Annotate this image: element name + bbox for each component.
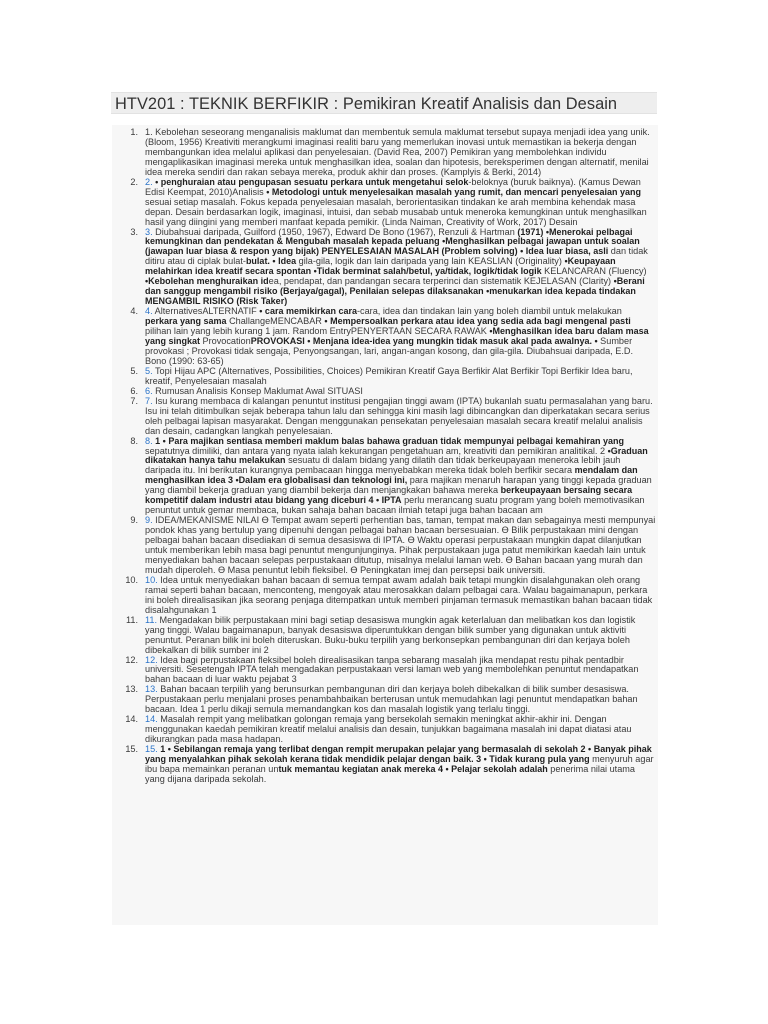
list-item-text: Idea untuk menyediakan bahan bacaan di semua tempat awam adalah baik tetapi mungkin disalahgunakan oleh orang ramai seperti bahan bacaan, menconteng, mengoyak atau merosakkan dalam pelbagai cara. Walau bagaimanapun, perkara ini boleh direalisasikan jika seorang penjaga ditempatkan untuk memberi pinjaman termasuk memastikan bahan bacaan tidak disalahgunakan 1 <box>145 574 653 615</box>
list-item-text: 1 • Para majikan sentiasa memberi maklum balas bahawa graduan tidak mempunyai pelbagai kemahiran yang <box>155 435 624 446</box>
slide-link[interactable]: 4. <box>145 306 155 317</box>
slide-link[interactable]: 2. <box>145 176 156 187</box>
list-item-text: gila-gila, logik dan lain daripada yang lain KEASLIAN (Originality) <box>296 256 565 267</box>
slide-link[interactable]: 9. <box>145 515 156 526</box>
slide-link[interactable]: 12. <box>145 654 161 665</box>
list-item <box>112 516 658 576</box>
slide-link[interactable]: 7. <box>145 395 156 406</box>
slide-link[interactable]: 11. <box>145 614 160 625</box>
list-item-text: •Graduan dikatakan hanya tahu melakukan <box>145 445 648 466</box>
slide-link[interactable]: 5. <box>145 365 155 376</box>
list-item-number: 7. <box>130 395 138 406</box>
slide-link[interactable]: 10. <box>145 574 161 585</box>
list-item <box>112 656 658 686</box>
document-content <box>112 125 658 925</box>
list-item <box>112 397 658 437</box>
list-item-text: sesuai setiap masalah. Fokus kepada penyelesaian masalah, berorientasikan tindakan ke arah membina kehendak masa depan. Desain berdasarkan logik, imaginasi, intuisi, dan sebab musabab untuk meneroka kemungkinan untuk menghasilkan hasil yang diingini yang memberi manfaat kepada pemikir. (Linda Naiman, Creativity of Work, 2017) Desain <box>145 196 647 227</box>
list-item-text: • cara memikirkan cara <box>259 306 357 317</box>
list-item-number: 2. <box>130 176 138 187</box>
list-item-text: Sumber provokasi ; Provokasi tidak sengaja, Penyongsangan, lari, angan-angan kosong, dan gila-gila. Diubahsuai daripada, E.D. Bono (1990: 63-65) <box>145 336 633 366</box>
list-item-text: ChallangeMENCABAR <box>229 316 325 327</box>
list-item-text: dan tidak ditiru atau di ciplak bulat- <box>145 246 648 267</box>
slide-link[interactable]: 3. <box>145 226 156 237</box>
slide-link[interactable]: 13. <box>145 684 161 695</box>
list-item-text: Provocation <box>202 336 251 347</box>
list-item-text: • Metodologi untuk menyelesaikan masalah yang rumit, dan mencari penyelesaian yang <box>266 186 641 197</box>
list-item-text: 1. Kebolehan seseorang menganalisis maklumat dan membentuk semula maklumat tersebut supaya menjadi idea yang unik. (Bloom, 1956) Kreativiti merangkumi imaginasi realiti baru yang memerlukan inovasi untuk memastikan ia bekerja dengan membangunkan idea melalui aplikasi dan penyelesaian. (David Rea, 2007) Pemikiran yang membolehkan individu mengaplikasikan imaginasi mereka untuk menghasilkan idea, soalan dan hipotesis, bereksperimen dengan alternatif, menilai idea mereka sendiri dan rakan sebaya mereka, produk akhir dan proses. (Kamplyis & Berki, 2014) <box>145 127 650 177</box>
list-item <box>112 437 658 517</box>
list-item-text: Bahan bacaan terpilih yang berunsurkan pembangunan diri dan kerjaya boleh dibekalkan di bilik sumber desasiswa. Perpustakaan perlu menjalani proses penambahbaikan berterusan untuk memudahkan lagi penuntut mendapatkan bahan bacaan. Idea 1 perlu dikaji semula memandangkan kos dan masalah logistik yang terlalu tinggi. <box>145 684 638 715</box>
list-item-number: 3. <box>130 226 138 237</box>
list-item <box>112 616 658 656</box>
list-item-text: Mengadakan bilik perpustakaan mini bagi setiap desasiswa mungkin agak keterlaluan dan melibatkan kos dan logistik yang tinggi. Walau bagaimanapun, banyak desasiswa diperuntukkan dengan bilik sumber yang digunakan untuk aktiviti penuntut. Peranan bilik ini boleh diteruskan. Buku-buku terpilih yang berkonsepkan pembangunan diri dan kerjaya boleh dibekalkan di bilik sumber ini 2 <box>145 614 636 655</box>
list-item-text: Masalah rempit yang melibatkan golongan remaja yang bersekolah semakin meningkat akhir-akhir ini. Dengan menggunakan kaedah pemikiran kreatif melalui analisis dan desain, tunjukkan bagaimana masalah ini dapat diatasi atau dikurangkan pada masa hadapan. <box>145 714 632 745</box>
list-item-text: sesuatu di dalam bidang yang dilatih dan tidak berkeupayaan meneroka lebih jauh daripada itu. Ini berikutan kurangnya pembacaan hingga menyebabkan mereka tidak boleh berfikir secara <box>145 455 621 476</box>
list-item-text: -beloknya (buruk baiknya). (Kamus Dewan Edisi Keempat, 2010)Analisis <box>145 176 641 197</box>
list-item-text: PROVOKASI • Menjana idea-idea yang mungkin tidak masuk akal pada awalnya. • <box>250 336 598 347</box>
list-item-number: 4. <box>130 306 138 317</box>
list-item-text: Topi Hijau APC (Alternatives, Possibilities, Choices) Pemikiran Kreatif Gaya Berfikir Alat Berfikir Topi Berfikir Idea baru, kreatif, Penyelesaian masalah <box>145 365 633 386</box>
list-item-text: Diubahsuai daripada, Guilford (1950, 1967), Edward De Bono (1967), Renzuli & Hartman <box>155 226 518 237</box>
list-item-number: 10. <box>125 574 138 585</box>
list-item-number: 14. <box>125 714 138 725</box>
list-item <box>112 178 658 228</box>
list-item <box>112 307 658 367</box>
slide-link[interactable]: 15. <box>145 744 161 755</box>
list-item-text: •Keupayaan melahirkan idea kreatif secara spontan •Tidak berminat salah/betul, ya/tidak, logik/tidak logik <box>145 256 616 277</box>
list-item-number: 13. <box>125 684 138 695</box>
slide-link[interactable]: 6. <box>145 385 156 396</box>
list-item <box>112 228 658 308</box>
list-item-number: 5. <box>130 365 138 376</box>
list-item-number: 1. <box>130 127 138 137</box>
list-item-text: •Menghasilkan idea baru dalam masa yang singkat <box>145 326 649 347</box>
list-item-number: 15. <box>125 744 138 755</box>
list-item-number: 9. <box>130 515 138 526</box>
list-item-number: 6. <box>130 385 138 396</box>
list-item <box>112 128 658 178</box>
numbered-list <box>112 125 658 785</box>
list-item-text: tuk memantau kegiatan anak mereka 4 • Pelajar sekolah adalah <box>278 764 548 774</box>
slide-link[interactable]: 14. <box>145 714 161 725</box>
list-item-text: •Berani dan sanggup mengambil risiko (Berjaya/gagal), Penilaian selepas dilaksanakan •menukarkan idea kepada tindakan MENGAMBIL RISIKO (Risk Taker) <box>145 276 645 307</box>
list-item <box>112 715 658 745</box>
list-item-text: pilihan lain yang lebih kurang 1 jam. Random EntryPENYERTAAN SECARA RAWAK <box>145 326 490 337</box>
list-item-text: ea, pendapat, dan pandangan secara terperinci dan sistematik KEJELASAN (Clarity) <box>268 276 614 287</box>
list-item-text: 1 • Sebilangan remaja yang terlibat dengan rempit merupakan pelajar yang bermasalah di sekolah 2 • Banyak pihak yang menyalahkan pihak sekolah kerana tidak mendidik pelajar dengan baik. 3 • Tidak kurang pula yang <box>145 744 652 765</box>
list-item-text: Rumusan Analisis Konsep Maklumat Awal SITUASI <box>155 385 363 396</box>
list-item-text: Idea bagi perpustakaan fleksibel boleh direalisasikan tanpa sebarang masalah jika mendapat restu pihak pentadbir universiti. Sesetengah IPTA telah mengadakan perpustakaan versi laman web yang membolehkan penuntut mendapatkan bahan bacaan di luar waktu pejabat 3 <box>145 654 639 685</box>
list-item-text: perkara yang sama <box>145 316 230 327</box>
list-item <box>112 367 658 387</box>
list-item <box>112 745 658 785</box>
list-item-text: perlu merancang suatu program yang boleh memotivasikan penuntut untuk gemar membaca, bukan sahaja bahan bacaan ilmiah tetapi juga bahan bacaan am <box>145 495 645 516</box>
list-item-text: •Kebolehan menghuraikan id <box>145 276 269 287</box>
list-item-text: AlternativesALTERNATIF <box>154 306 260 317</box>
list-item <box>112 685 658 715</box>
list-item-number: 8. <box>130 435 138 446</box>
list-item-text: • penghuraian atau pengupasan sesuatu perkara untuk mengetahui selok <box>155 176 469 187</box>
list-item-text: penerima nilai utama yang dijana daripada sekolah. <box>145 764 635 784</box>
list-item-number: 11. <box>125 614 138 625</box>
list-item-number: 12. <box>125 654 138 665</box>
list-item-text: (1971) •Menerokai pelbagai kemungkinan dan pendekatan & Mengubah masalah kepada peluang •Menghasilkan pelbagai jawapan untuk soalan (jawapan luar biasa & respon yang bijak) PENYELESAIAN MASALAH (Problem solving) • Idea luar biasa, asli <box>145 226 640 257</box>
title-bar <box>111 92 657 114</box>
list-item-text: para majikan menaruh harapan yang tinggi kepada graduan yang diambil bekerja graduan yang diambil bekerja dan menjangkakan bahawa mereka <box>145 475 652 496</box>
slide-link[interactable]: 8. <box>145 435 156 446</box>
list-item <box>112 576 658 616</box>
list-item-text: berkeupayaan bersaing secara kompetitif dalam industri atau bidang yang diceburi 4 • IPTA <box>145 485 633 506</box>
list-item-text: IDEA/MEKANISME NILAI ϴ Tempat awam seperti perhentian bas, taman, tempat makan dan sebagainya mesti mempunyai pondok khas yang bertulup yang dipenuhi dengan pelbagai bahan bacaan bersesuaian. ϴ Bilik perpustakaan mini dengan pelbagai bahan bacaan disediakan di semua desasiswa di IPTA. ϴ Waktu operasi perpustakaan mungkin dapat dilanjutkan untuk memberikan lebih masa bagi penuntut mengunjunginya. Pihak perpustakaan juga patut memikirkan kaedah lain untuk menyediakan bahan bacaan selepas perpustakaan ditutup, misalnya melalui laman web. ϴ Bahan bacaan yang murah dan mudah diperoleh. ϴ Masa penuntut lebih fleksibel. ϴ Peningkatan imej dan persepsi baik universiti. <box>145 515 656 575</box>
list-item-text: bulat. • Idea <box>245 256 297 267</box>
list-item-text: • Mempersoalkan perkara atau idea yang sedia ada bagi mengenal pasti <box>324 316 631 327</box>
list-item-text: sepatutnya dimiliki, dan antara yang nyata ialah kekurangan pengetahuan am, kreativiti dan pemikiran analitikal. 2 <box>145 445 608 456</box>
list-item-text: menyuruh agar ibu bapa memainkan peranan un <box>145 754 654 774</box>
list-item-text: Isu kurang membaca di kalangan penuntut institusi pengajian tinggi awam (IPTA) bukanlah suatu permasalahan yang baru. Isu ini telah ditimbulkan sejak beberapa tahun lalu dan sehingga kini masih lagi dibincangkan dan diperkatakan secara serius oleh pelbagai lapisan masyarakat. Dengan menggunakan pensekatan penyelesaian masalah secara kreatif melalui analisis dan desain, cadangkan langkah penyelesaian. <box>145 395 653 436</box>
list-item-text: mendalam dan menghasilkan idea 3 •Dalam era globalisasi dan teknologi ini, <box>145 465 638 486</box>
list-item-text: -cara, idea dan tindakan lain yang boleh diambil untuk melakukan <box>357 306 622 317</box>
document-title: HTV201 : TEKNIK BERFIKIR : Pemikiran Kreatif Analisis dan Desain <box>115 95 618 113</box>
list-item-text: KELANCARAN (Fluency) <box>541 266 647 277</box>
